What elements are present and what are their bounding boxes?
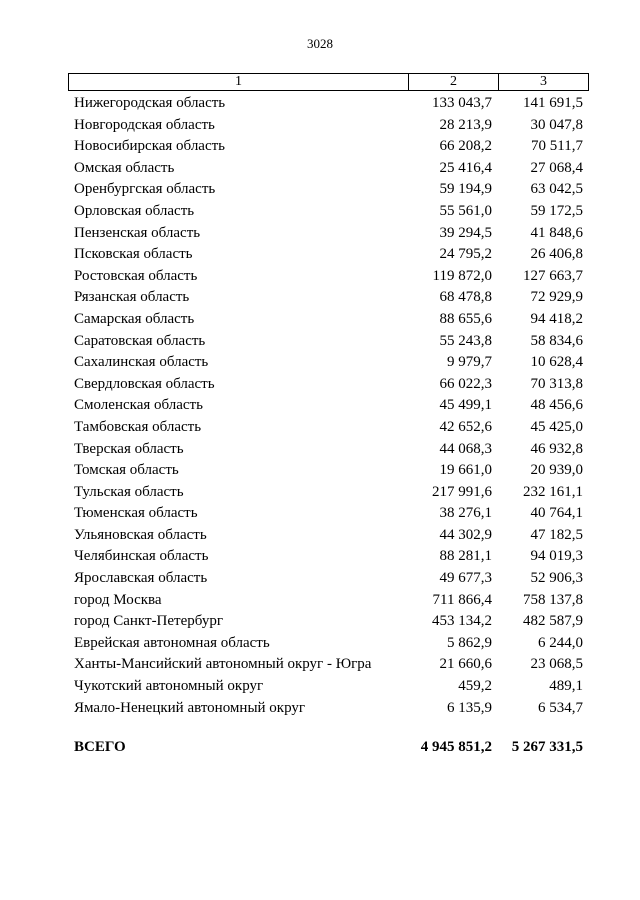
value-col2: 42 652,6 [439,418,492,435]
value-col2: 25 416,4 [439,159,492,176]
value-col2: 711 866,4 [432,591,492,608]
value-col2: 28 213,9 [439,116,492,133]
table-row [0,633,640,655]
region-name: Новгородская область [74,116,215,133]
total-row [0,736,640,758]
value-col2: 44 068,3 [439,440,492,457]
value-col2: 38 276,1 [439,505,492,522]
table-row [0,460,640,482]
region-name: Свердловская область [74,375,215,392]
region-name: Томская область [74,462,179,479]
value-col3: 48 456,6 [530,397,583,414]
value-col3: 70 313,8 [530,375,583,392]
region-name: Новосибирская область [74,138,226,155]
value-col3: 41 848,6 [530,224,583,241]
value-col3: 40 764,1 [530,505,583,522]
value-col2: 45 499,1 [439,397,492,414]
region-name: Рязанская область [74,289,190,306]
table-row [0,93,640,115]
total-value-col2: 4 945 851,2 [420,739,492,755]
value-col3: 23 068,5 [530,656,583,673]
value-col2: 55 243,8 [439,332,492,349]
value-col3: 59 172,5 [530,202,583,219]
region-name: Орловская область [74,202,195,219]
region-name: Псковская область [74,246,193,263]
region-name: город Москва [74,591,162,608]
value-col2: 88 655,6 [439,310,492,327]
table-row [0,309,640,331]
value-col2: 21 660,6 [439,656,492,673]
table-row [0,179,640,201]
value-col3: 482 587,9 [523,613,583,630]
region-name: Ростовская область [74,267,198,284]
value-col3: 63 042,5 [530,181,583,198]
region-name: Ханты-Мансийский автономный округ - Югра [74,656,372,673]
region-name: город Санкт-Петербург [74,613,223,630]
table-row [0,352,640,374]
region-name: Ямало-Ненецкий автономный округ [74,699,306,716]
value-col3: 758 137,8 [523,591,583,608]
table-row [0,158,640,180]
table-row [0,482,640,504]
region-name: Нижегородская область [74,95,226,111]
value-col2: 9 979,7 [447,354,492,371]
table-row [0,395,640,417]
table-row [0,266,640,288]
value-col3: 94 019,3 [530,548,583,565]
value-col3: 30 047,8 [530,116,583,133]
table-row [0,115,640,137]
table-row [0,136,640,158]
value-col2: 217 991,6 [432,483,492,500]
value-col3: 94 418,2 [530,310,583,327]
table-row [0,244,640,266]
column-header-1: 1 [69,74,409,90]
value-col2: 19 661,0 [439,462,492,479]
region-name: Оренбургская область [74,181,216,198]
region-name: Еврейская автономная область [74,634,270,651]
value-col3: 6 534,7 [538,699,583,716]
value-col3: 232 161,1 [523,483,583,500]
table-row [0,287,640,309]
table-row [0,374,640,396]
value-col3: 58 834,6 [530,332,583,349]
value-col3: 46 932,8 [530,440,583,457]
region-name: Сахалинская область [74,354,209,371]
value-col3: 6 244,0 [538,634,583,651]
value-col3: 72 929,9 [530,289,583,306]
total-label: ВСЕГО [74,739,126,755]
value-col3: 47 182,5 [530,526,583,543]
value-col2: 133 043,7 [432,95,492,111]
table-row [0,654,640,676]
value-col2: 5 862,9 [447,634,492,651]
region-name: Тульская область [74,483,184,500]
region-name: Ярославская область [74,570,208,587]
column-header-3: 3 [540,74,547,89]
total-value-col3: 5 267 331,5 [511,739,583,755]
table-row [0,698,640,720]
table-row [0,331,640,353]
value-col3: 141 691,5 [523,95,583,111]
value-col2: 453 134,2 [432,613,492,630]
region-name: Омская область [74,159,175,176]
value-col2: 24 795,2 [439,246,492,263]
page-number: 3028 [307,36,333,51]
table-row [0,590,640,612]
table-row [0,417,640,439]
value-col3: 26 406,8 [530,246,583,263]
value-col3: 52 906,3 [530,570,583,587]
value-col3: 27 068,4 [530,159,583,176]
column-header-2: 2 [409,74,499,90]
table-row [0,546,640,568]
region-name: Тюменская область [74,505,198,522]
region-name: Ульяновская область [74,526,207,543]
value-col3: 10 628,4 [530,354,583,371]
table-header [68,73,589,91]
table-row [0,503,640,525]
table-row [0,611,640,633]
table-row [0,525,640,547]
value-col2: 44 302,9 [439,526,492,543]
region-name: Челябинская область [74,548,209,565]
value-col2: 119 872,0 [432,267,492,284]
value-col3: 45 425,0 [530,418,583,435]
region-name: Саратовская область [74,332,206,349]
region-name: Тверская область [74,440,184,457]
region-name: Пензенская область [74,224,201,241]
value-col3: 127 663,7 [523,267,583,284]
value-col2: 39 294,5 [439,224,492,241]
region-name: Чукотский автономный округ [74,678,264,695]
value-col2: 59 194,9 [439,181,492,198]
table-row [0,439,640,461]
table-body [0,93,640,719]
value-col2: 49 677,3 [439,570,492,587]
table-row [0,201,640,223]
value-col2: 88 281,1 [439,548,492,565]
region-name: Смоленская область [74,397,203,414]
region-name: Тамбовская область [74,418,202,435]
region-name: Самарская область [74,310,195,327]
table-row [0,568,640,590]
value-col2: 66 208,2 [439,138,492,155]
value-col3: 489,1 [549,678,583,695]
value-col3: 20 939,0 [530,462,583,479]
value-col3: 70 511,7 [531,138,583,155]
table-row [0,676,640,698]
table-row [0,223,640,245]
value-col2: 66 022,3 [439,375,492,392]
value-col2: 459,2 [458,678,492,695]
value-col2: 68 478,8 [439,289,492,306]
value-col2: 55 561,0 [439,202,492,219]
value-col2: 6 135,9 [447,699,492,716]
